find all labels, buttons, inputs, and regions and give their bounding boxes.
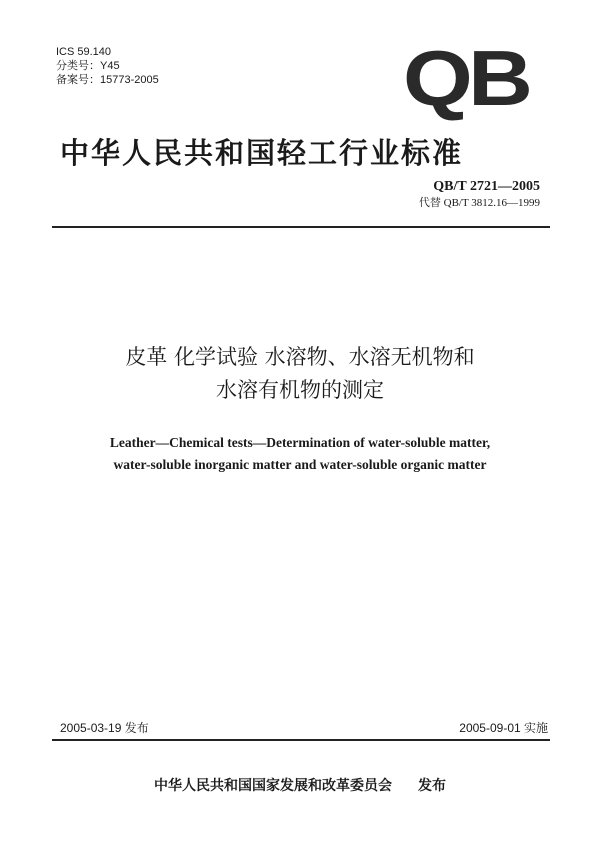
standard-title: 中华人民共和国轻工行业标准 [60, 136, 464, 170]
ics-number: ICS 59.140 [56, 46, 112, 58]
top-divider [52, 226, 550, 228]
category-number: 分类号：Y45 [56, 60, 120, 72]
standard-code-block [419, 178, 540, 210]
bottom-divider [52, 739, 550, 741]
qb-logo: QB [403, 34, 529, 122]
title-cn-line2: 水溶有机物的测定 [216, 378, 384, 402]
issuer-action: 发布 [418, 778, 446, 794]
replaces-code: 代替 QB/T 3812.16—1999 [418, 197, 540, 209]
title-cn-line1: 皮革 化学试验 水溶物、水溶无机物和 [125, 345, 475, 369]
standard-code: QB/T 2721—2005 [433, 179, 540, 194]
title-en-line2: water-soluble inorganic matter and water-soluble organic matter [113, 457, 487, 472]
record-number: 备案号：15773-2005 [56, 74, 159, 86]
issuer-name: 中华人民共和国国家发展和改革委员会 [154, 778, 392, 794]
issue-date: 2005-03-19 发布 [60, 721, 149, 735]
issuer-line [0, 775, 600, 795]
effective-date: 2005-09-01 实施 [459, 721, 548, 735]
title-en-line1: Leather—Chemical tests—Determination of water-soluble matter, [109, 435, 491, 450]
